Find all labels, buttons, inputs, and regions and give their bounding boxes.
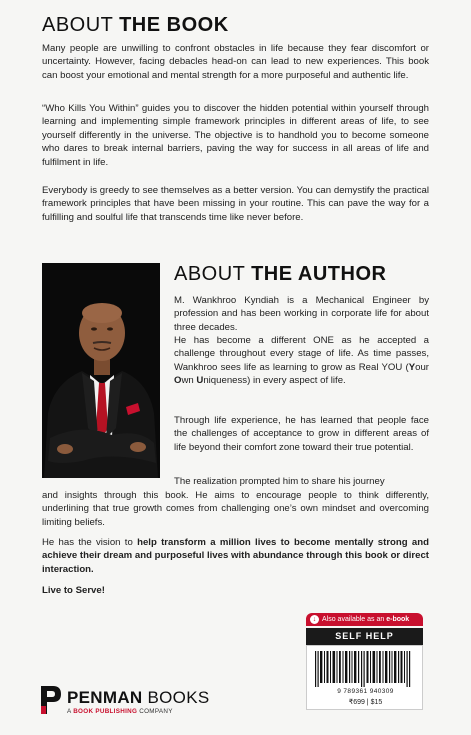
download-icon: ↓ — [310, 615, 319, 624]
author-portrait-image — [42, 263, 160, 478]
tagline-run: A — [67, 708, 74, 715]
vision-highlight: help transform a million lives to become mentally strong and achieve their dream and purposeful lives with abundance through this book or direct interaction. — [42, 537, 429, 575]
heading-bold: THE AUTHOR — [251, 263, 387, 285]
barcode-icon — [313, 651, 417, 687]
text-run: U — [196, 375, 204, 387]
about-author-heading — [174, 263, 386, 286]
penman-logo-icon — [39, 684, 63, 716]
text-run: our — [415, 361, 429, 373]
price-label: ₹699 | $15 — [348, 699, 383, 706]
publisher-name — [67, 688, 209, 708]
isbn-number: 9 789361 940309 — [337, 688, 394, 695]
text-run: He has become a different ONE as he accepted a challenge throughout every stage of life. As time passes, Wankhroo sees life as learning to grow as Real YOU ( — [174, 335, 429, 373]
closing-line — [42, 584, 429, 597]
category-label: SELF HELP — [306, 628, 423, 645]
about-book-heading — [42, 14, 229, 37]
text-run: He has the vision to — [42, 537, 138, 548]
author-paragraph-5 — [42, 536, 429, 576]
barcode-box — [306, 645, 423, 710]
text-run: Live to Serve! — [42, 585, 105, 596]
publisher-name-bold: PENMAN — [67, 688, 143, 707]
book-paragraph-1: Many people are unwilling to confront obstacles in life because they fear discomfort or uncertainty. However, facing debacles head-on can lead to new experiences. This book can boost your emotional and mental strength for a more purposeful and authentic life. — [42, 43, 429, 81]
book-paragraph-2: “Who Kills You Within” guides you to discover the hidden potential within yourself through learning and implementing simple framework principles in different areas of life, to see yourself differently in the universe. The objective is to handhold you to become someone who dares to break internal barriers, paving the way for success in all areas of life and fulfilment in life. — [42, 103, 429, 168]
publisher-name-light: BOOKS — [142, 688, 210, 707]
tagline-run: COMPANY — [137, 708, 173, 715]
text-run: O — [174, 375, 182, 387]
text-run: Y — [408, 361, 416, 373]
ebook-text: Also available as an — [322, 616, 387, 623]
text-run: niqueness) in every aspect of life. — [203, 375, 346, 387]
tagline-run: BOOK PUBLISHING — [73, 708, 138, 715]
publisher-tagline — [67, 708, 173, 715]
text-run: wn — [181, 375, 197, 387]
author-paragraph-2 — [174, 334, 429, 388]
author-paragraph-1: M. Wankhroo Kyndiah is a Mechanical Engineer by profession and has been working in corporate life for about three decades. — [174, 295, 429, 333]
author-photo — [42, 263, 160, 478]
ebook-text-bold: e-book — [386, 616, 410, 623]
author-paragraph-4-first-line: The realization prompted him to share his journey — [174, 476, 385, 487]
author-paragraph-4: and insights through this book. He aims to encourage people to think differently, underlining that true growth comes from challenging one’s own mindset and overcoming limiting beliefs. — [42, 490, 429, 528]
heading-light: ABOUT — [42, 14, 120, 36]
heading-light: ABOUT — [174, 263, 252, 285]
heading-bold: THE BOOK — [119, 14, 229, 36]
author-paragraph-3: Through life experience, he has learned that people face the challenges of acceptance to grow in different areas of life beyond their comfort zone toward their true potential. — [174, 415, 429, 453]
book-paragraph-3: Everybody is greedy to see themselves as a better version. You can demystify the practical framework principles that have been missing in your routine. This can pave the way for a fulfilling and soulful life that transcends time like never before. — [42, 185, 429, 223]
ebook-badge — [306, 613, 423, 626]
